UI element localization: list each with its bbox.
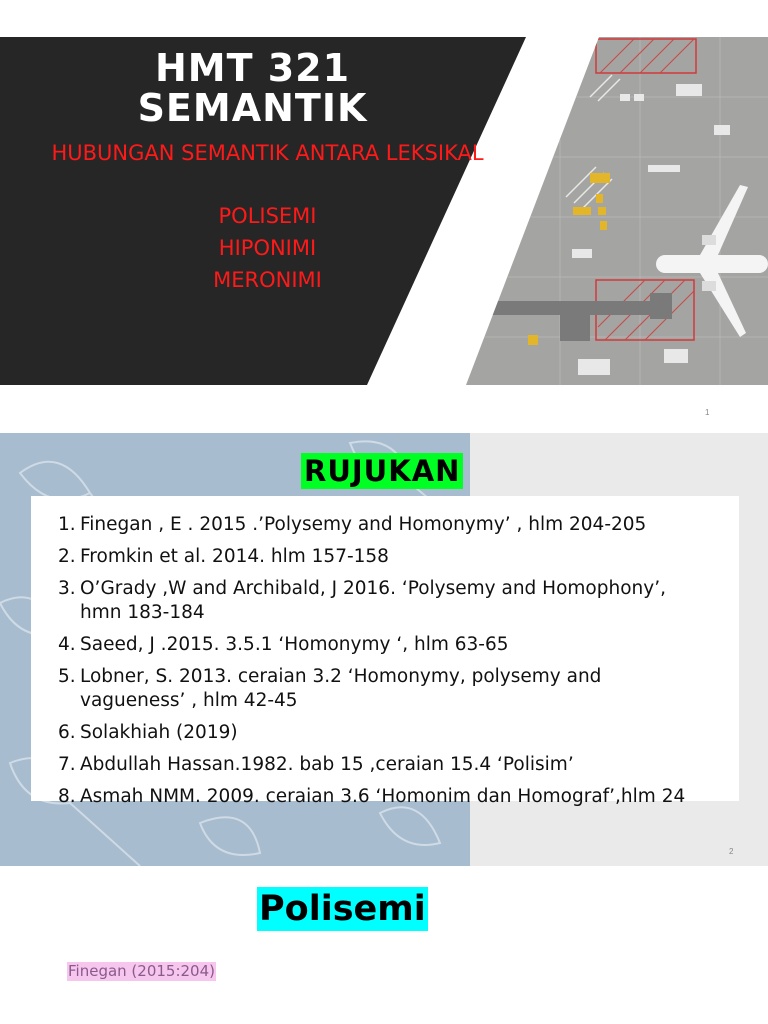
list-item: 2. Fromkin et al. 2014. hlm 157-158 — [58, 546, 389, 567]
slide-title — [0, 37, 768, 385]
course-code: HMT 321 — [154, 46, 351, 90]
slide-subtitle: HUBUNGAN SEMANTIK ANTARA LEKSIKAL — [51, 141, 484, 165]
topic-polisemi: POLISEMI — [218, 204, 317, 228]
slide-references — [0, 433, 768, 866]
course-name: SEMANTIK — [137, 86, 368, 130]
page-number: 2 — [729, 847, 734, 856]
list-item: 3. O’Grady ,W and Archibald, J 2016. ‘Polysemy and Homophony’, hmn 183-184 — [58, 578, 666, 623]
list-item: 4. Saeed, J .2015. 3.5.1 ‘Homonymy ‘, hlm 63-65 — [58, 634, 509, 655]
list-item: 1. Finegan , E . 2015 .’Polysemy and Homonymy’ , hlm 204-205 — [58, 514, 647, 535]
topic-meronimi: MERONIMI — [213, 268, 322, 292]
citation: Finegan (2015:204) — [68, 962, 215, 980]
page-number: 1 — [705, 408, 710, 417]
list-item: 8. Asmah NMM. 2009. ceraian 3.6 ‘Homonim dan Homograf’,hlm 24 — [58, 786, 686, 807]
list-item: 6. Solakhiah (2019) — [58, 722, 238, 743]
topic-hiponimi: HIPONIMI — [218, 236, 317, 260]
polisemi-heading: Polisemi — [259, 889, 426, 929]
references-list — [58, 513, 688, 817]
slide-polisemi — [0, 866, 768, 1024]
references-heading: RUJUKAN — [301, 453, 463, 489]
list-item: 5. Lobner, S. 2013. ceraian 3.2 ‘Homonymy, polysemy and vagueness’ , hlm 42-45 — [58, 666, 602, 711]
list-item: 7. Abdullah Hassan.1982. bab 15 ,ceraian 15.4 ‘Polisim’ — [58, 754, 574, 775]
